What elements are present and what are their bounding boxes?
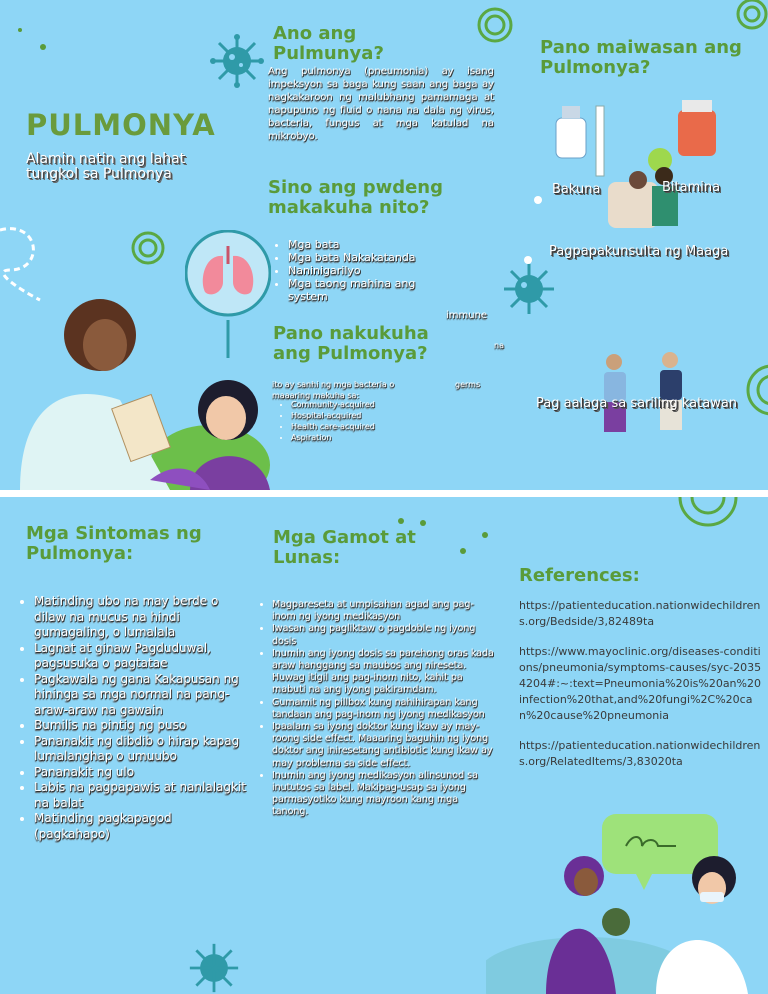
consultation-illustration — [486, 812, 768, 994]
prevent-heading: Pano maiwasan ang Pulmonya? — [540, 37, 742, 78]
virus-icon — [502, 262, 556, 316]
how-intro: ito ay sanhi ng mga bacteria o — [272, 380, 395, 389]
decor-dot — [40, 44, 46, 50]
vaccine-vitamin-illustration — [548, 96, 748, 246]
symptom-item: • Matinding ubo na may berde o dilaw na mucus na hindi gumagaling, o lumalala — [34, 594, 246, 641]
how-item: • Health care-acquired — [291, 421, 441, 432]
spiral-icon — [676, 497, 740, 527]
bullet-dot — [534, 196, 542, 204]
symptoms-list — [20, 594, 246, 842]
treatment-item: • Magpareseta at umpisahan agad ang pag-inom ng iyong medikasyon — [272, 599, 494, 623]
reference-link[interactable]: https://www.mayoclinic.org/diseases-conditions/pneumonia/symptoms-causes/syc-20354204#:~:text=Pneumonia%20is%20an%20infection%20that,and%20fungi%2C%20can%20cause%20pneumonia — [519, 645, 762, 722]
symptom-item: • Lagnat at ginaw Pagduduwal, pagsusuka o pagtatae — [34, 641, 246, 672]
references-list — [519, 598, 764, 784]
symptom-item: • Matinding pagkapagod (pagkahapo) — [34, 811, 246, 842]
treatment-item: • Inumin ang iyong medikasyon alinsunod sa inututos sa label. Makipag-usap sa iyong parmasyotiko kung mayroon kang mga tanong. — [272, 770, 494, 819]
how-germs: germs — [455, 380, 481, 389]
how-intro-2: maaaring makuha sa: — [272, 391, 360, 400]
who-item: • Mga taong mahina ang system — [288, 277, 458, 303]
symptoms-heading: Mga Sintomas ng Pulmonya: — [26, 523, 202, 564]
how-item: • Community-acquired — [291, 399, 441, 410]
symptom-item: • Pananakit ng dibdib o hirap kapag lumalanghap o umuubo — [34, 734, 246, 765]
decor-dot — [482, 532, 488, 538]
how-item: • Aspiration — [291, 432, 441, 443]
decor-dot — [420, 520, 426, 526]
references-heading: References: — [519, 565, 640, 586]
bullet-dot — [524, 256, 532, 264]
spiral-icon — [476, 6, 514, 44]
decor-dot — [460, 548, 466, 554]
virus-icon — [186, 942, 242, 994]
cover-title: PULMONYA — [26, 108, 216, 142]
treatment-item: • Iwasan ang pagliktaw o pagdoble ng iyong dosis — [272, 623, 494, 647]
spiral-icon — [130, 230, 166, 266]
spiral-icon — [742, 360, 768, 420]
how-list — [277, 399, 441, 443]
treatment-item: • Ipaalam sa iyong doktor kung ikaw ay may-roong side effect. Maaaring baguhin ng iyong doktor ang iniresetang antibiotic kung ikaw ay may problema sa side effect. — [272, 721, 494, 770]
doctor-patient-illustration — [0, 290, 285, 490]
what-text: Ang pulmonya (pneumonia) ay isang impeksyon sa baga kung saan ang baga ay nagkakaroon ng malubhang pamamaga at napupuno ng fluid o nana na dala ng virus, bacteria, fungus at mga katulad na mikrobyo. — [268, 66, 494, 142]
who-item: • Mga bata — [288, 238, 458, 251]
prevent-label-vitamin: Bitamina — [662, 180, 721, 195]
symptom-item: • Pagkawala ng gana Kakapusan ng hininga sa mga normal na pang-araw-araw na gawain — [34, 672, 246, 719]
prevent-label-vaccine: Bakuna — [552, 182, 601, 197]
symptom-item: • Labis na pagpapawis at nanlalagkit na balat — [34, 780, 246, 811]
decor-dot — [398, 518, 404, 524]
spiral-icon — [732, 0, 768, 36]
fold-divider — [0, 490, 768, 497]
who-item: • Mga bata Nakakatanda — [288, 251, 458, 264]
symptom-item: • Bumilis na pintig ng puso — [34, 718, 246, 734]
how-item: • Hospital-acquired — [291, 410, 441, 421]
decor-dot — [18, 28, 22, 32]
symptom-item: • Pananakit ng ulo — [34, 765, 246, 781]
prevent-label-consult: Pagpapakunsulta ng Maaga — [549, 244, 729, 259]
treatment-list — [258, 599, 494, 819]
how-heading: Pano nakukuha ang Pulmonya? — [273, 323, 429, 364]
virus-icon — [210, 34, 264, 88]
who-extra-word-2: na — [494, 341, 504, 350]
reference-link[interactable]: https://patienteducation.nationwidechildrens.org/Bedside/3,82489ta — [519, 599, 761, 628]
who-extra-word: immune — [446, 310, 488, 321]
treatment-heading: Mga Gamot at Lunas: — [273, 527, 416, 568]
treatment-item: • Gumamit ng pillbox kung nahihirapan kang tandaan ang pag-inom ng iyong medikasyon — [272, 697, 494, 721]
who-heading: Sino ang pwdeng makakuha nito? — [268, 177, 443, 218]
what-heading: Ano ang Pulmunya? — [273, 23, 384, 64]
exercise-illustration — [584, 348, 714, 438]
who-item: • Naninigarilyo — [288, 264, 458, 277]
cover-subtitle: Alamin natin ang lahat tungkol sa Pulmonya — [26, 151, 186, 182]
who-list — [274, 238, 458, 303]
treatment-item: • Inumin ang iyong dosis sa parehong oras kada araw hanggang sa maubos ang nireseta. Huwag itigil ang pag-inom nito, kahit pa mabuti na ang iyong pakiramdam. — [272, 648, 494, 697]
prevent-label-selfcare: Pag aalaga sa sariling katawan — [536, 396, 738, 411]
reference-link[interactable]: https://patienteducation.nationwidechildrens.org/RelatedItems/3,83020ta — [519, 739, 761, 768]
